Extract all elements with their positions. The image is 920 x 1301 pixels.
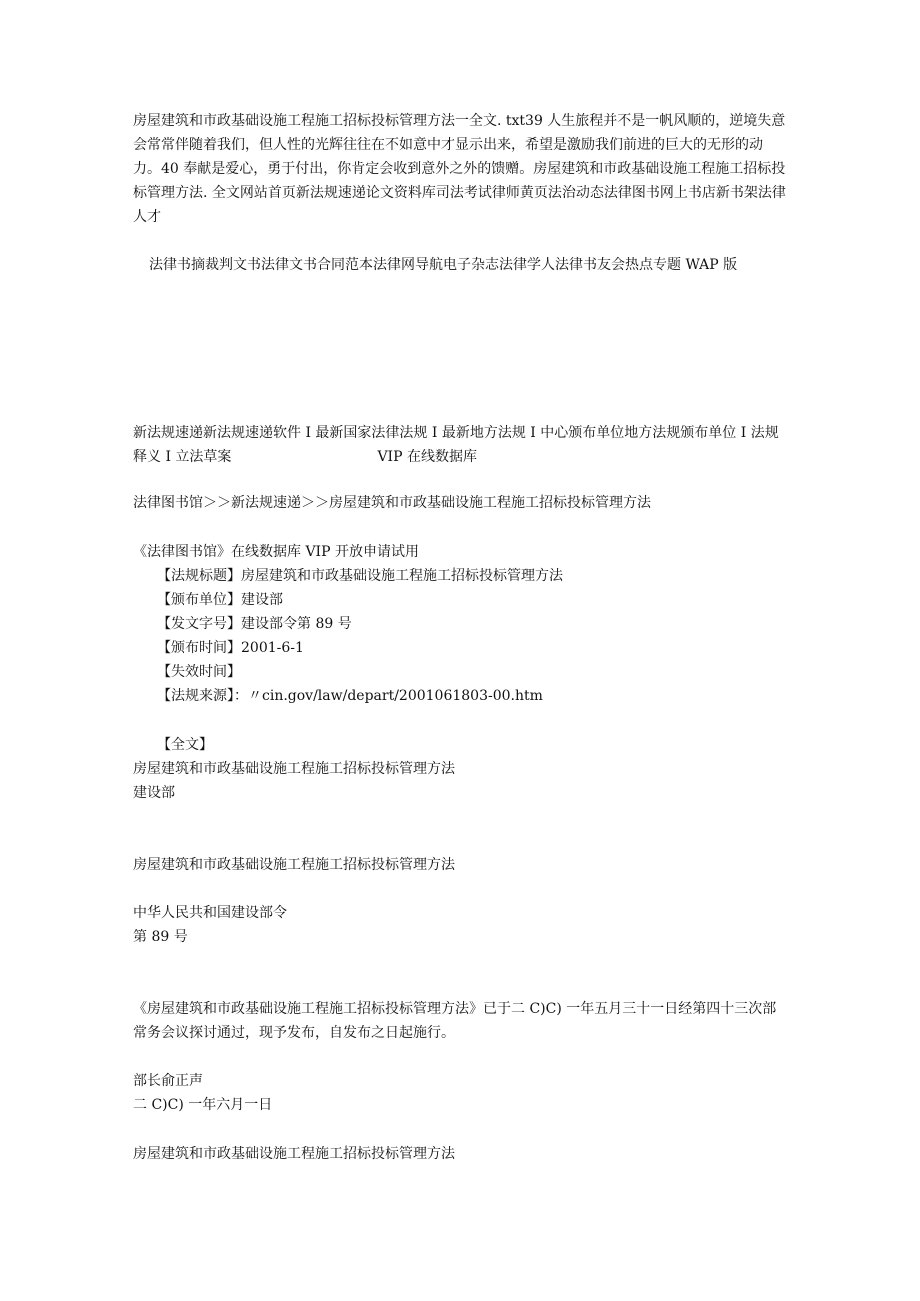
vip-database-link: VIP 在线数据库 xyxy=(377,449,477,465)
law-nav-paragraph xyxy=(133,421,789,469)
meta-title: 【法规标题】房屋建筑和市政基础设施工程施工招标投标管理方法 xyxy=(157,568,563,584)
decree-block xyxy=(133,901,789,949)
intro-paragraph: 房屋建筑和市政基础设施工程施工招标投标管理方法一全文. txt39 人生旅程并不是一帆风顺的，逆境失意会常常伴随着我们，但人性的光辉往往在不如意中才显示出来，希望是激励我们前进的巨大的无形的动力。40 奉献是爱心，勇于付出，你肯定会收到意外之外的馈赠。房屋建筑和市政基础设施工程施工招标投标管理方法. 全文网站首页新法规速递论文资料库司法考试律师黄页法治动态法律图书网上书店新书架法律人才 xyxy=(133,113,786,225)
decree-number: 第 89 号 xyxy=(133,929,188,945)
meta-doc-number: 【发文字号】建设部令第 89 号 xyxy=(157,616,352,632)
meta-issuer: 【颁布单位】建设部 xyxy=(157,592,283,608)
site-nav-paragraph: 法律书摘裁判文书法律文书合同范本法律网导航电子杂志法律学人法律书友会热点专题 WAP 版 xyxy=(149,257,738,273)
breadcrumb: 法律图书馆＞＞新法规速递＞＞房屋建筑和市政基础设施工程施工招标投标管理方法 xyxy=(133,495,651,511)
meta-issue-date: 【颁布时间】2001-6-1 xyxy=(157,640,304,656)
fulltext-label: 【全文】 xyxy=(157,737,213,753)
sign-date: 二 C)C) 一年六月一日 xyxy=(133,1097,273,1113)
section-title: 房屋建筑和市政基础设施工程施工招标投标管理方法 xyxy=(133,1146,455,1162)
signature-block xyxy=(133,1069,789,1117)
vip-trial-line: 《法律图书馆》在线数据库 VIP 开放申请试用 xyxy=(133,544,419,560)
fulltext-issuer: 建设部 xyxy=(133,785,175,801)
fulltext-title: 房屋建筑和市政基础设施工程施工招标投标管理方法 xyxy=(133,761,455,777)
document-title: 房屋建筑和市政基础设施工程施工招标投标管理方法 xyxy=(133,857,455,873)
announcement-paragraph: 《房屋建筑和市政基础设施工程施工招标投标管理方法》已于二 C)C) 一年五月三十一日经第四十三次部常务会议探讨通过，现予发布，自发布之日起施行。 xyxy=(133,1001,777,1041)
decree-line: 中华人民共和国建设部令 xyxy=(133,905,287,921)
fulltext-heading xyxy=(133,757,789,805)
meta-expiry: 【失效时间】 xyxy=(157,664,241,680)
law-metadata xyxy=(157,564,757,708)
meta-source: 【法规来源】：〃cin.gov/law/depart/2001061803-00.htm xyxy=(157,688,543,704)
minister-name: 部长俞正声 xyxy=(133,1073,203,1089)
law-nav-links: 新法规速递新法规速递软件 I 最新国家法律法规 I 最新地方法规 I 中心颁布单位地方法规颁布单位 I 法规释义 I 立法草案 xyxy=(133,425,779,465)
